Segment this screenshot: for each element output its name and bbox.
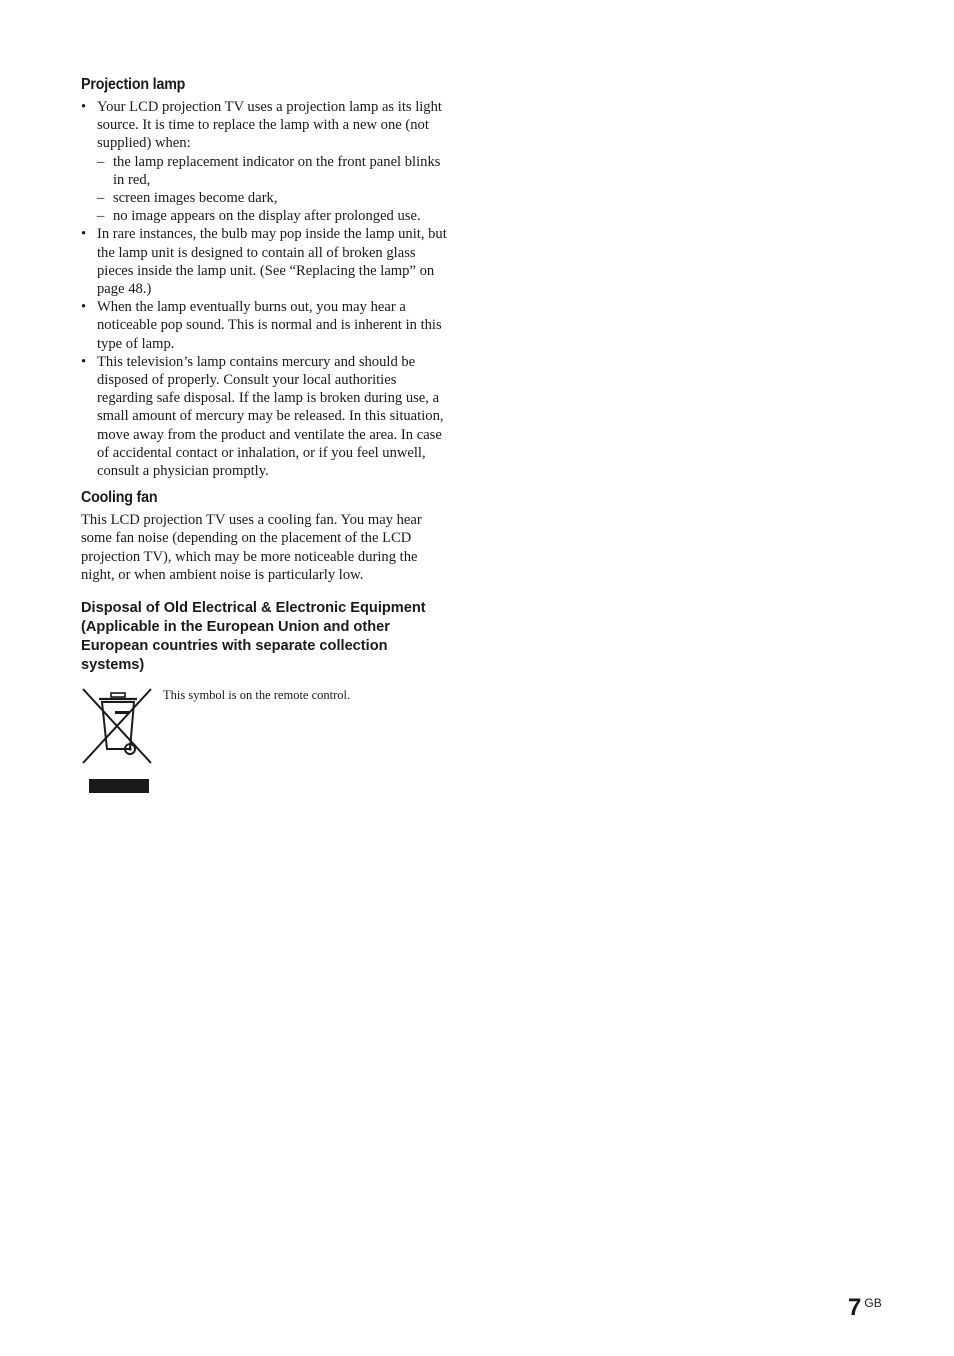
- page-number-value: 7: [848, 1294, 862, 1321]
- list-item: • When the lamp eventually burns out, you may hear a noticeable pop sound. This is normal and is inherent in this type of lamp.: [81, 298, 451, 353]
- projection-lamp-heading: Projection lamp: [81, 76, 186, 93]
- list-item: • This television’s lamp contains mercury and should be disposed of properly. Consult your local authorities regarding safe disposal. If the lamp is broken during use, a small amount of mercury may be released. In this situation, move away from the product and ventilate the area. In case of accidental contact or inhalation, or if you feel unwell, consult a physician promptly.: [81, 353, 451, 480]
- cooling-fan-text: This LCD projection TV uses a cooling fan. You may hear some fan noise (depending on the placement of the LCD projection TV), which may be more noticeable during the night, or when ambient noise is particularly low.: [81, 512, 422, 583]
- projection-lamp-list: [81, 98, 451, 480]
- list-item: • In rare instances, the bulb may pop inside the lamp unit, but the lamp unit is designed to contain all of broken glass pieces inside the lamp unit. (See “Replacing the lamp” on page 48.): [81, 225, 451, 298]
- list-item: [81, 98, 451, 225]
- sub-list-item: – no image appears on the display after prolonged use.: [97, 207, 451, 225]
- language-code: GB: [864, 1296, 882, 1310]
- page-number: [848, 1294, 882, 1322]
- bullet-text: Your LCD projection TV uses a projection lamp as its light source. It is time to replace the lamp with a new one (not supplied) when:: [97, 99, 442, 152]
- disposal-symbol-row: [81, 687, 451, 802]
- sub-list-item: – screen images become dark,: [97, 189, 451, 207]
- disposal-heading: Disposal of Old Electrical & Electronic Equipment (Applicable in the European Union and other European countries with separate collection systems): [81, 600, 426, 674]
- symbol-note: This symbol is on the remote control.: [163, 688, 351, 703]
- main-column: [81, 76, 451, 802]
- sub-list-item: – the lamp replacement indicator on the front panel blinks in red,: [97, 153, 451, 189]
- crossed-out-wheeled-bin-icon: [81, 687, 155, 799]
- sub-list: [97, 153, 451, 226]
- cooling-fan-heading: Cooling fan: [81, 489, 158, 507]
